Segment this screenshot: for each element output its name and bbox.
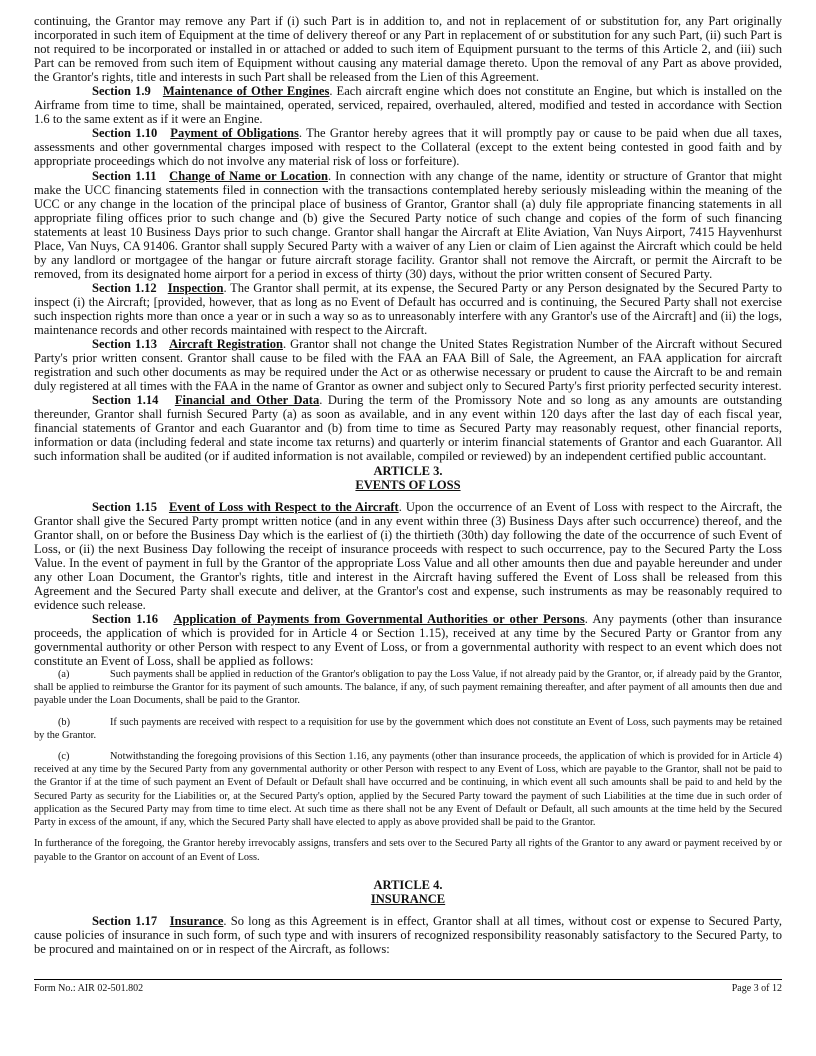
- section-title: Financial and Other Data: [174, 393, 320, 408]
- subparagraph-label: (a): [58, 669, 70, 681]
- section-body: . Each aircraft engine which does not constitute an Engine, but which is installed on the Airframe from time to time, shall be maintained, operated, serviced, repaired, overhauled, altered, modified and tested in accordance with Section 1.6 to the same extent as if it were an Engine.: [34, 84, 783, 127]
- subparagraph-c: [34, 750, 782, 829]
- article-label: ARTICLE 3.: [373, 463, 443, 478]
- section-1-14: [34, 393, 782, 463]
- section-title: Inspection: [167, 280, 224, 295]
- subparagraph-text: Such payments shall be applied in reduction of the Grantor's obligation to pay the Loss Value, if not already paid by the Grantor, or, if already paid by the Grantor, shall be applied to reimburse the Grantor for its payment of such amounts. The balance, if any, of such payment remaining thereafter, and after payment of all amounts then due and payable under the Loan Documents, shall be paid to the Grantor.: [34, 669, 782, 707]
- article-4-heading: [34, 878, 782, 906]
- document-page: [34, 14, 782, 956]
- section-number: Section 1.16: [92, 611, 159, 626]
- article-title: EVENTS OF LOSS: [355, 477, 461, 492]
- section-body: . Upon the occurrence of an Event of Loss with respect to the Aircraft, the Grantor shall give the Secured Party prompt written notice (and in any event within three (3) Business Days after such occurrence) thereof, and the Grantor shall, on or before the Business Day which is the earliest of (i) the thirtieth (30th) day following the date of the occurrence of such Event of Loss, or (ii) the next Business Day following the receipt of insurance proceeds with respect to such occurrence, pay to the Secured Party the Loss Value. In the event of payment in full by the Grantor of the appropriate Loss Value and all other amounts then due and payable hereunder and under any other Loan Document, the Grantor's rights, title and interest in the Aircraft having suffered the Event of Loss shall be released from this Agreement and the Secured Party shall execute and deliver, at the Grantor's cost and expense, such instruments as may be reasonably required to evidence such release.: [34, 499, 782, 612]
- section-body: . The Grantor shall permit, at its expense, the Secured Party or any Person designated by the Secured Party to inspect (i) the Aircraft; [provided, however, that as long as no Event of Default has occurred and is continuing, the Secured Party shall not exercise such inspection rights more than once a year or in such a way so as to unreasonably interfere with any Grantor's use of the Aircraft] and (ii) the logs, maintenance records and other records maintained with respect to the Aircraft.: [34, 280, 782, 338]
- section-1-11: [34, 169, 782, 281]
- section-1-10: [34, 126, 782, 168]
- section-title: Aircraft Registration: [169, 337, 283, 352]
- section-number: Section 1.10: [92, 126, 158, 141]
- section-body: . The Grantor hereby agrees that it will promptly pay or cause to be paid when due all taxes, assessments and other governmental charges imposed with respect to the Collateral (except to the extent being contested in good faith and by appropriate proceedings which do not involve any material risk of loss or forfeiture).: [34, 126, 782, 169]
- section-title: Insurance: [169, 913, 224, 928]
- subparagraph-b: [34, 716, 782, 742]
- form-number: Form No.: AIR 02-501.802: [34, 983, 144, 994]
- section-body: . Grantor shall not change the United States Registration Number of the Aircraft without Secured Party's prior written consent. Grantor shall cause to be filed with the FAA an FAA Bill of Sale, the Agreement, an FAA application for aircraft registration and such other documents as may be required under the Act or as otherwise necessary or prudent to cause the Aircraft to be and remain duly registered at all times with the FAA in the name of Grantor as owner and subject only to Secured Party's first priority perfected security interest.: [34, 337, 782, 394]
- section-title: Change of Name or Location: [169, 168, 328, 183]
- section-1-9: [34, 84, 782, 126]
- page-footer: [34, 979, 782, 995]
- section-body: . So long as this Agreement is in effect, Grantor shall at all times, without cost or expense to Secured Party, cause policies of insurance in such form, of such type and with insurers of recognized responsibility reasonably satisfactory to the Secured Party, to be procured and maintained on or in respect of the Aircraft, as follows:: [34, 913, 782, 956]
- section-body: . In connection with any change of the name, identity or structure of Grantor that might make the UCC financing statements filed in connection with the transactions contemplated hereby seriously misleading within the meaning of the UCC or any change in the location of the principal place of business of Grantor, Grantor shall (a) duly file appropriate financing statements in all appropriate filing offices prior to such change and (b) give the Secured Party notice of such change and copies of the form of such financing statements at least 10 Business Days prior to such change. Grantor shall hangar the Aircraft at Elite Aviation, Van Nuys Airport, 7415 Hayvenhurst Place, Van Nuys, CA 91406. Grantor shall supply Secured Party with a waiver of any Lien or claim of Lien against the Aircraft which could be held by any landlord or mortgagee of the hangar or future aircraft storage facility. Grantor shall not remove the Aircraft, or permit the Aircraft to be removed, from its designated home airport for a period in excess of thirty (30) days, without the prior written consent of Secured Party.: [34, 168, 782, 281]
- subparagraph-a: [34, 668, 782, 708]
- section-body: . During the term of the Promissory Note and so long as any amounts are outstanding thereunder, Grantor shall furnish Secured Party (a) as soon as available, and in any event within 120 days after the last day of each fiscal year, financial statements of Grantor and each Guarantor and (b) from time to time as Secured Party may reasonably request, other financial reports, information or data (including federal and state income tax returns) and quarterly or interim financial statements of Grantor and each Guarantor. All such information shall be audited (or if audited information is not available, compiled or reviewed) by an independent certified public accountant.: [34, 393, 782, 464]
- section-body: . Any payments (other than insurance proceeds, the application of which is provided for in Article 4 or Section 1.15), received at any time by the Secured Party or Grantor from any governmental authority or other Person with respect to any Event of Loss, or from a governmental authority with respect to an event which does not constitute an Event of Loss, shall be applied as follows:: [34, 611, 782, 669]
- section-number: Section 1.12: [92, 280, 157, 295]
- section-1-12: [34, 281, 782, 337]
- section-1-16: [34, 612, 782, 668]
- section-title: Maintenance of Other Engines: [162, 84, 330, 99]
- section-1-15: [34, 500, 782, 612]
- article-label: ARTICLE 4.: [373, 877, 443, 892]
- furtherance-paragraph: In furtherance of the foregoing, the Grantor hereby irrevocably assigns, transfers and sets over to the Secured Party all rights of the Grantor to any award or payment received by or payable to the Grantor on account of an Event of Loss.: [34, 838, 782, 863]
- section-title: Payment of Obligations: [170, 126, 299, 141]
- subparagraph-text: Notwithstanding the foregoing provisions of this Section 1.16, any payments (other than insurance proceeds, the application of which is provided for in Article 4) received at any time by the Secured Party from any governmental authority or other Person with respect to any Event of Loss, which are payable to the Grantor, shall not be paid to the Grantor if at the time of such payment an Event of Default or Default shall have occurred and be continuing, in which event all such amounts shall be paid to and held by the Secured Party as security for the Liabilities or, at the Secured Party's option, applied by the Secured Party toward the payment of such Liabilities at the time due in such order of application as the Secured Party may from time to time elect. At such time as there shall not be any Event of Default or Default, all such amounts at the time held by the Secured Party in excess of the amount, if any, which the Secured Party shall have elected to apply as above provided shall be paid to the Grantor.: [34, 751, 782, 829]
- subparagraph-label: (b): [58, 716, 71, 728]
- article-3-heading: [34, 464, 782, 492]
- section-title: Application of Payments from Governmental Authorities or other Persons: [173, 611, 585, 626]
- page-number: Page 3 of 12: [731, 983, 782, 994]
- section-number: Section 1.17: [92, 913, 158, 928]
- section-number: Section 1.14: [92, 393, 159, 408]
- section-1-17: [34, 914, 782, 956]
- section-1-13: [34, 337, 782, 393]
- subparagraph-label: (c): [58, 751, 70, 763]
- section-number: Section 1.13: [92, 337, 158, 352]
- section-number: Section 1.11: [92, 168, 157, 183]
- section-number: Section 1.15: [92, 499, 157, 514]
- section-title: Event of Loss with Respect to the Aircraft: [168, 499, 399, 514]
- continuation-paragraph: continuing, the Grantor may remove any Part if (i) such Part is in addition to, and not in replacement of or substitution for, any Part originally incorporated in such item of Equipment at the time of delivery thereof or any Part in replacement of or substitution for any such Part, (ii) such Part is not required to be incorporated or installed in or attached or added to such item of Equipment pursuant to the terms of this Article 2, and (iii) such Part can be removed from such item of Equipment without causing any material damage thereto. Upon the removal of any Part as above provided, the Grantor's rights, title and interests in such Part shall be released from the Lien of this Agreement.: [34, 14, 782, 85]
- subparagraph-text: If such payments are received with respect to a requisition for use by the government which does not constitute an Event of Loss, such payments may be retained by the Grantor.: [34, 716, 782, 741]
- article-title: INSURANCE: [370, 891, 446, 906]
- section-number: Section 1.9: [92, 84, 151, 99]
